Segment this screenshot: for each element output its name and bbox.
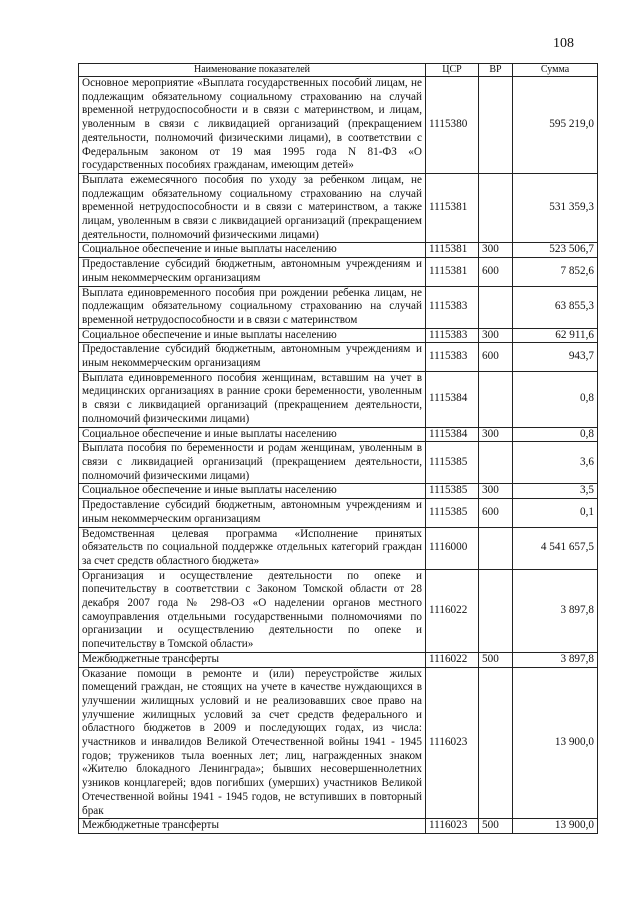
row-name: Выплата единовременного пособия женщинам, вставшим на учет в медицинских организациях в ранние сроки беременности, уволенным в связи с ликвидацией организаций (прекращением деятельности, полномочий физическими лицами): [79, 371, 426, 427]
row-csr: 1115385: [426, 484, 479, 499]
row-vr: [479, 173, 513, 243]
row-vr: 300: [479, 328, 513, 343]
row-sum: 63 855,3: [513, 286, 598, 328]
row-vr: 500: [479, 819, 513, 834]
table-row: [79, 77, 598, 174]
row-csr: 1116023: [426, 819, 479, 834]
row-name: Предоставление субсидий бюджетным, автономным учреждениям и иным некоммерческим организациям: [79, 343, 426, 371]
row-sum: 3 897,8: [513, 652, 598, 667]
row-vr: 600: [479, 343, 513, 371]
table-row: [79, 484, 598, 499]
row-sum: 4 541 657,5: [513, 527, 598, 569]
table-row: [79, 527, 598, 569]
row-csr: 1115385: [426, 499, 479, 527]
row-sum: 3,6: [513, 442, 598, 484]
row-name: Предоставление субсидий бюджетным, автономным учреждениям и иным некоммерческим организациям: [79, 258, 426, 286]
table-row: [79, 652, 598, 667]
row-name: Межбюджетные трансферты: [79, 652, 426, 667]
row-name: Оказание помощи в ремонте и (или) переустройстве жилых помещений граждан, не стоящих на учете в качестве нуждающихся в улучшении жилищных условий и не реализовавших свое право на улучшение жилищных условий за счет средств федерального и областного бюджетов в 2009 и последующих годах, из числа: участников и инвалидов Великой Отечественной войны 1941 - 1945 годов; тружеников тыла военных лет; лиц, награжденных знаком «Жителю блокадного Ленинграда»; бывших несовершеннолетних узников концлагерей; вдов погибших (умерших) участников Великой Отечественной войны 1941 - 1945 годов, не вступивших в повторный брак: [79, 667, 426, 819]
header-sum: Сумма: [513, 64, 598, 77]
row-csr: 1115381: [426, 173, 479, 243]
row-sum: 0,1: [513, 499, 598, 527]
row-sum: 3,5: [513, 484, 598, 499]
table-row: [79, 569, 598, 652]
row-sum: 13 900,0: [513, 667, 598, 819]
row-sum: 13 900,0: [513, 819, 598, 834]
row-name: Основное мероприятие «Выплата государственных пособий лицам, не подлежащим обязательному социальному страхованию на случай временной нетрудоспособности и в связи с материнством, и лицам, уволенным в связи с ликвидацией организаций (прекращением деятельности, полномочий физическими лицами), в соответствии с Федеральным законом от 19 мая 1995 года N 81-ФЗ «О государственных пособиях гражданам, имеющим детей»: [79, 77, 426, 174]
row-name: Выплата пособия по беременности и родам женщинам, уволенным в связи с ликвидацией организаций (прекращением деятельности, полномочий физическими лицами): [79, 442, 426, 484]
row-csr: 1115383: [426, 343, 479, 371]
header-name: Наименование показателей: [79, 64, 426, 77]
table-row: [79, 243, 598, 258]
table-row: [79, 427, 598, 442]
table-body: [79, 77, 598, 834]
row-sum: 531 359,3: [513, 173, 598, 243]
row-name: Ведомственная целевая программа «Исполнение принятых обязательств по социальной поддержке отдельных категорий граждан за счет средств областного бюджета»: [79, 527, 426, 569]
table-row: [79, 258, 598, 286]
row-name: Выплата единовременного пособия при рождении ребенка лицам, не подлежащим обязательному социальному страхованию на случай временной нетрудоспособности и в связи с материнством: [79, 286, 426, 328]
row-vr: 600: [479, 258, 513, 286]
row-csr: 1116022: [426, 652, 479, 667]
row-csr: 1115383: [426, 328, 479, 343]
row-sum: 7 852,6: [513, 258, 598, 286]
table-row: [79, 819, 598, 834]
row-name: Социальное обеспечение и иные выплаты населению: [79, 243, 426, 258]
table-row: [79, 343, 598, 371]
row-vr: 300: [479, 484, 513, 499]
row-csr: 1116023: [426, 667, 479, 819]
row-sum: 595 219,0: [513, 77, 598, 174]
row-sum: 62 911,6: [513, 328, 598, 343]
row-csr: 1115380: [426, 77, 479, 174]
row-name: Социальное обеспечение и иные выплаты населению: [79, 484, 426, 499]
row-csr: 1116000: [426, 527, 479, 569]
row-vr: [479, 569, 513, 652]
row-vr: [479, 371, 513, 427]
header-csr: ЦСР: [426, 64, 479, 77]
row-sum: 943,7: [513, 343, 598, 371]
table-header-row: [79, 64, 598, 77]
row-sum: 0,8: [513, 427, 598, 442]
row-name: Предоставление субсидий бюджетным, автономным учреждениям и иным некоммерческим организациям: [79, 499, 426, 527]
budget-table: [78, 63, 598, 834]
table-row: [79, 371, 598, 427]
row-sum: 0,8: [513, 371, 598, 427]
row-csr: 1115383: [426, 286, 479, 328]
row-vr: [479, 442, 513, 484]
row-sum: 3 897,8: [513, 569, 598, 652]
page-number: 108: [553, 36, 574, 51]
table-row: [79, 499, 598, 527]
row-name: Социальное обеспечение и иные выплаты населению: [79, 328, 426, 343]
row-name: Выплата ежемесячного пособия по уходу за ребенком лицам, не подлежащим обязательному социальному страхованию на случай временной нетрудоспособности и в связи с материнством, а также лицам, уволенным в связи с ликвидацией организаций (прекращением деятельности, полномочий физическими лицами): [79, 173, 426, 243]
row-csr: 1116022: [426, 569, 479, 652]
row-vr: [479, 527, 513, 569]
row-vr: 300: [479, 243, 513, 258]
row-name: Межбюджетные трансферты: [79, 819, 426, 834]
row-csr: 1115384: [426, 427, 479, 442]
row-csr: 1115384: [426, 371, 479, 427]
header-vr: ВР: [479, 64, 513, 77]
row-csr: 1115381: [426, 243, 479, 258]
table-row: [79, 286, 598, 328]
row-vr: [479, 286, 513, 328]
table-row: [79, 667, 598, 819]
row-sum: 523 506,7: [513, 243, 598, 258]
row-name: Социальное обеспечение и иные выплаты населению: [79, 427, 426, 442]
row-vr: [479, 77, 513, 174]
table-row: [79, 328, 598, 343]
row-vr: [479, 667, 513, 819]
row-vr: 600: [479, 499, 513, 527]
row-vr: 300: [479, 427, 513, 442]
table-row: [79, 442, 598, 484]
row-vr: 500: [479, 652, 513, 667]
row-csr: 1115381: [426, 258, 479, 286]
row-csr: 1115385: [426, 442, 479, 484]
row-name: Организация и осуществление деятельности по опеке и попечительству в соответствии с Законом Томской области от 28 декабря 2007 года № 298-ОЗ «О наделении органов местного самоуправления отдельными государственными полномочиями по организации и осуществлению деятельности по опеке и попечительству в Томской области»: [79, 569, 426, 652]
table-row: [79, 173, 598, 243]
